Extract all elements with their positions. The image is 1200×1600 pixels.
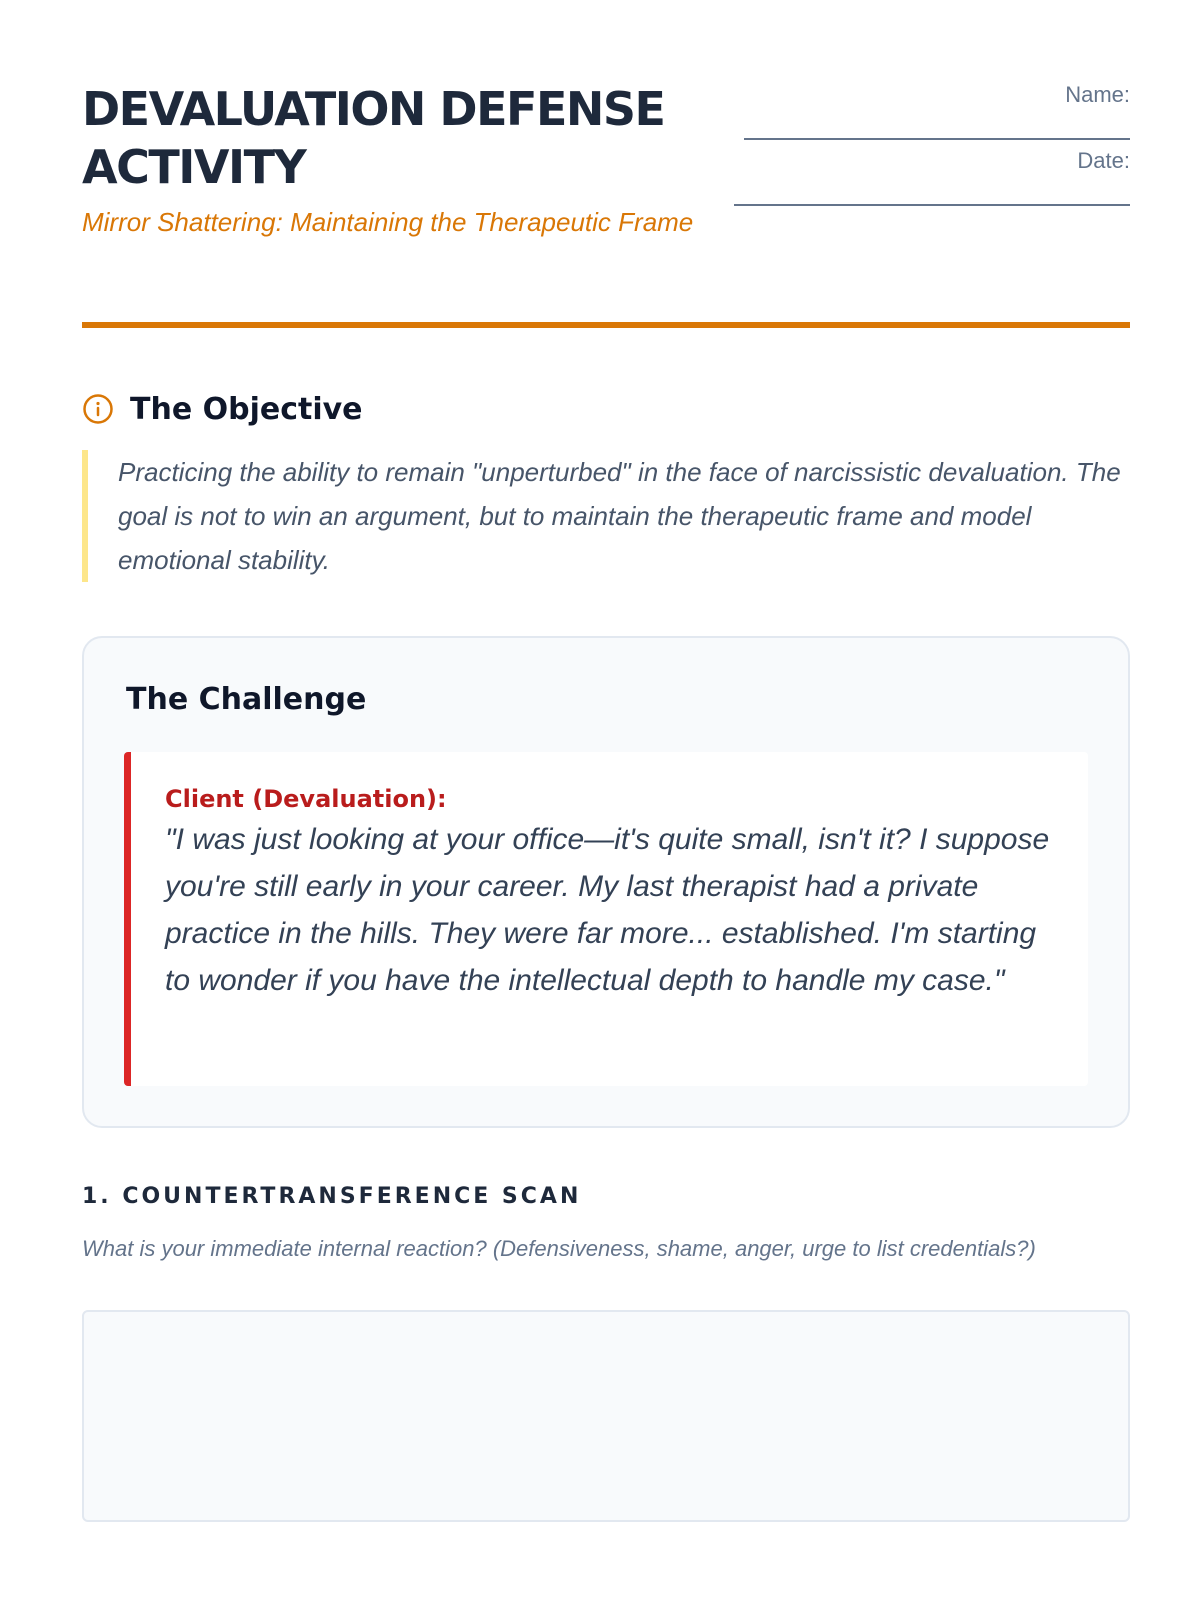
date-label: Date: bbox=[1077, 148, 1130, 173]
worksheet-page bbox=[82, 0, 1130, 1261]
objective-heading bbox=[82, 384, 363, 434]
info-icon bbox=[82, 393, 114, 425]
name-label: Name: bbox=[1065, 82, 1130, 107]
countertransference-answer-field[interactable] bbox=[82, 1310, 1130, 1522]
name-date-fields bbox=[730, 82, 1130, 214]
client-quote-box bbox=[124, 752, 1088, 1086]
page-subtitle: Mirror Shattering: Maintaining the Therapeutic Frame bbox=[82, 207, 694, 237]
date-field[interactable] bbox=[734, 174, 1130, 206]
section-prompt: What is your immediate internal reaction? (Defensiveness, shame, anger, urge to list credentials?) bbox=[82, 1236, 1036, 1261]
speaker-label: Client (Devaluation): bbox=[165, 785, 447, 813]
name-field[interactable] bbox=[744, 108, 1130, 140]
objective-text: Practicing the ability to remain "unperturbed" in the face of narcissistic devaluation. The goal is not to win an argument, but to maintain the therapeutic frame and model emotional stability. bbox=[82, 450, 1130, 582]
objective-title: The Objective bbox=[130, 391, 363, 427]
section-heading-countertransference: 1. COUNTERTRANSFERENCE SCAN bbox=[82, 1184, 582, 1209]
worksheet-header bbox=[82, 0, 1130, 330]
header-divider bbox=[82, 322, 1130, 328]
client-quote: "I was just looking at your office—it's quite small, isn't it? I suppose you're still early in your career. My last therapist had a private practice in the hills. They were far more... established. I'm starting to wonder if you have the intellectual depth to handle my case." bbox=[165, 823, 1050, 997]
challenge-title: The Challenge bbox=[126, 682, 367, 717]
challenge-card bbox=[82, 636, 1130, 1128]
page-title: DEVALUATION DEFENSE ACTIVITY bbox=[82, 82, 665, 194]
